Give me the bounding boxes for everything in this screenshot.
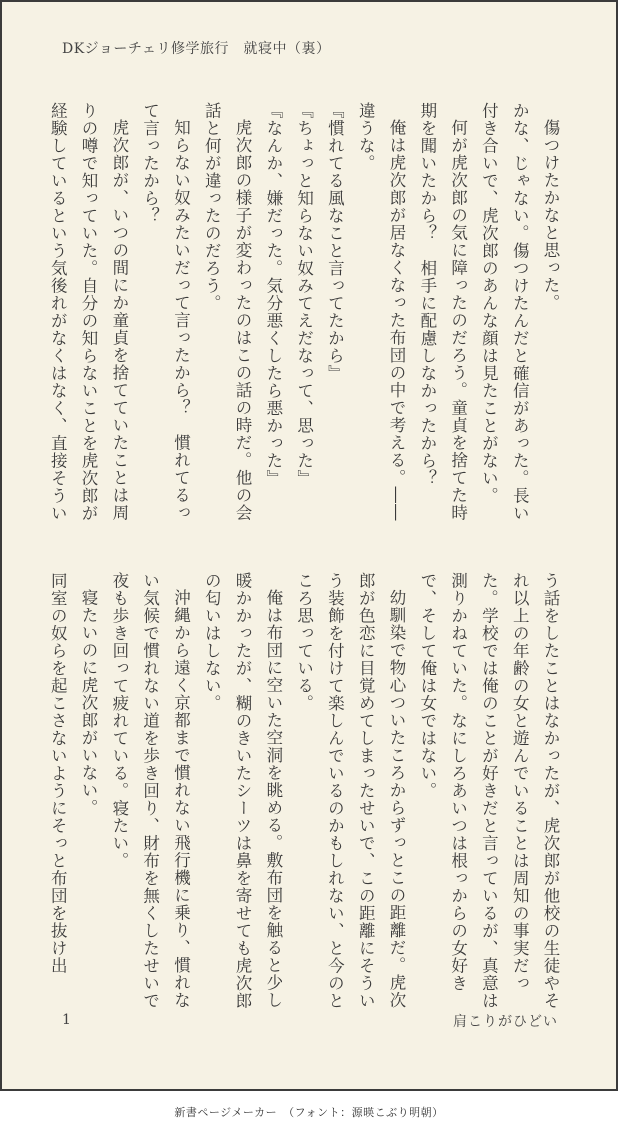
paragraph: 虎次郎の様子が変わったのはこの話の時だ。他の会話と何が違ったのだろう。 bbox=[202, 102, 253, 521]
paragraph: 幼馴染で物心ついたころからずっとこの距離だ。虎次郎が色恋に目覚めてしまったせいで、この距離にそういう装飾を付けて楽しんでいるのかもしれない、と今のところ思っている。 bbox=[294, 572, 407, 1010]
text-block-bottom bbox=[48, 572, 565, 1022]
paragraph: 『慣れてる風なこと言ってたから』 bbox=[325, 102, 345, 382]
paragraph: 傷つけたかなと思った。 bbox=[541, 118, 560, 311]
paragraph: 知らない奴みたいだって言ったから？ 慣れてるって言ったから？ bbox=[140, 102, 191, 521]
paragraph: かな、じゃない。傷つけたんだと確信があった。長い付き合いで、虎次郎のあんな顔は見たことがない。 bbox=[479, 102, 530, 522]
text-block-top bbox=[48, 102, 565, 526]
paragraph: 同室の奴らを起こさないようにそっと布団を抜け出 bbox=[48, 572, 68, 975]
paragraph: 俺は虎次郎が居なくなった布団の中で考える。――違うな。 bbox=[356, 102, 407, 521]
paragraph: 『ちょっと知らない奴みてえだなって、思った』 bbox=[294, 102, 314, 487]
paragraph: 沖縄から遠く京都まで慣れない飛行機に乗り、慣れない気候で慣れない道を歩き回り、財布を無くしたせいで夜も歩き回って疲れている。寝たい。 bbox=[109, 572, 191, 1010]
running-header: DKジョーチェリ修学旅行 就寝中（裏） bbox=[62, 41, 331, 57]
paragraph: う話をしたことはなかったが、虎次郎が他校の生徒やそれ以上の年齢の女と遊んでいることは周知の事実だった。学校では俺のことが好きだと言っているが、真意は測りかねていた。なにしろあいつは根っからの女好きで、そして俺は女ではない。 bbox=[417, 572, 560, 1010]
paragraph: 俺は布団に空いた空洞を眺める。敷布団を触ると少し暖かかったが、糊のきいたシーツは鼻を寄せても虎次郎の匂いはしない。 bbox=[202, 572, 283, 1010]
page-number: 1 bbox=[62, 1012, 71, 1028]
generator-credit: 新書ページメーカー （フォント：源暎こぶり明朝） bbox=[174, 1106, 444, 1119]
paragraph: 『なんか、嫌だった。気分悪くしたら悪かった』 bbox=[263, 102, 283, 487]
author-name: 肩こりがひどい bbox=[453, 1014, 558, 1030]
paragraph: 虎次郎が、いつの間にか童貞を捨てていたことは周りの噂で知っていた。自分の知らないことを虎次郎が経験しているという気後れがなくはなく、直接そうい bbox=[48, 102, 129, 522]
paragraph: 何が虎次郎の気に障ったのだろう。童貞を捨てた時期を聞いたから？ 相手に配慮しなかったから？ bbox=[417, 102, 468, 521]
paragraph: 寝たいのに虎次郎がいない。 bbox=[79, 588, 99, 816]
